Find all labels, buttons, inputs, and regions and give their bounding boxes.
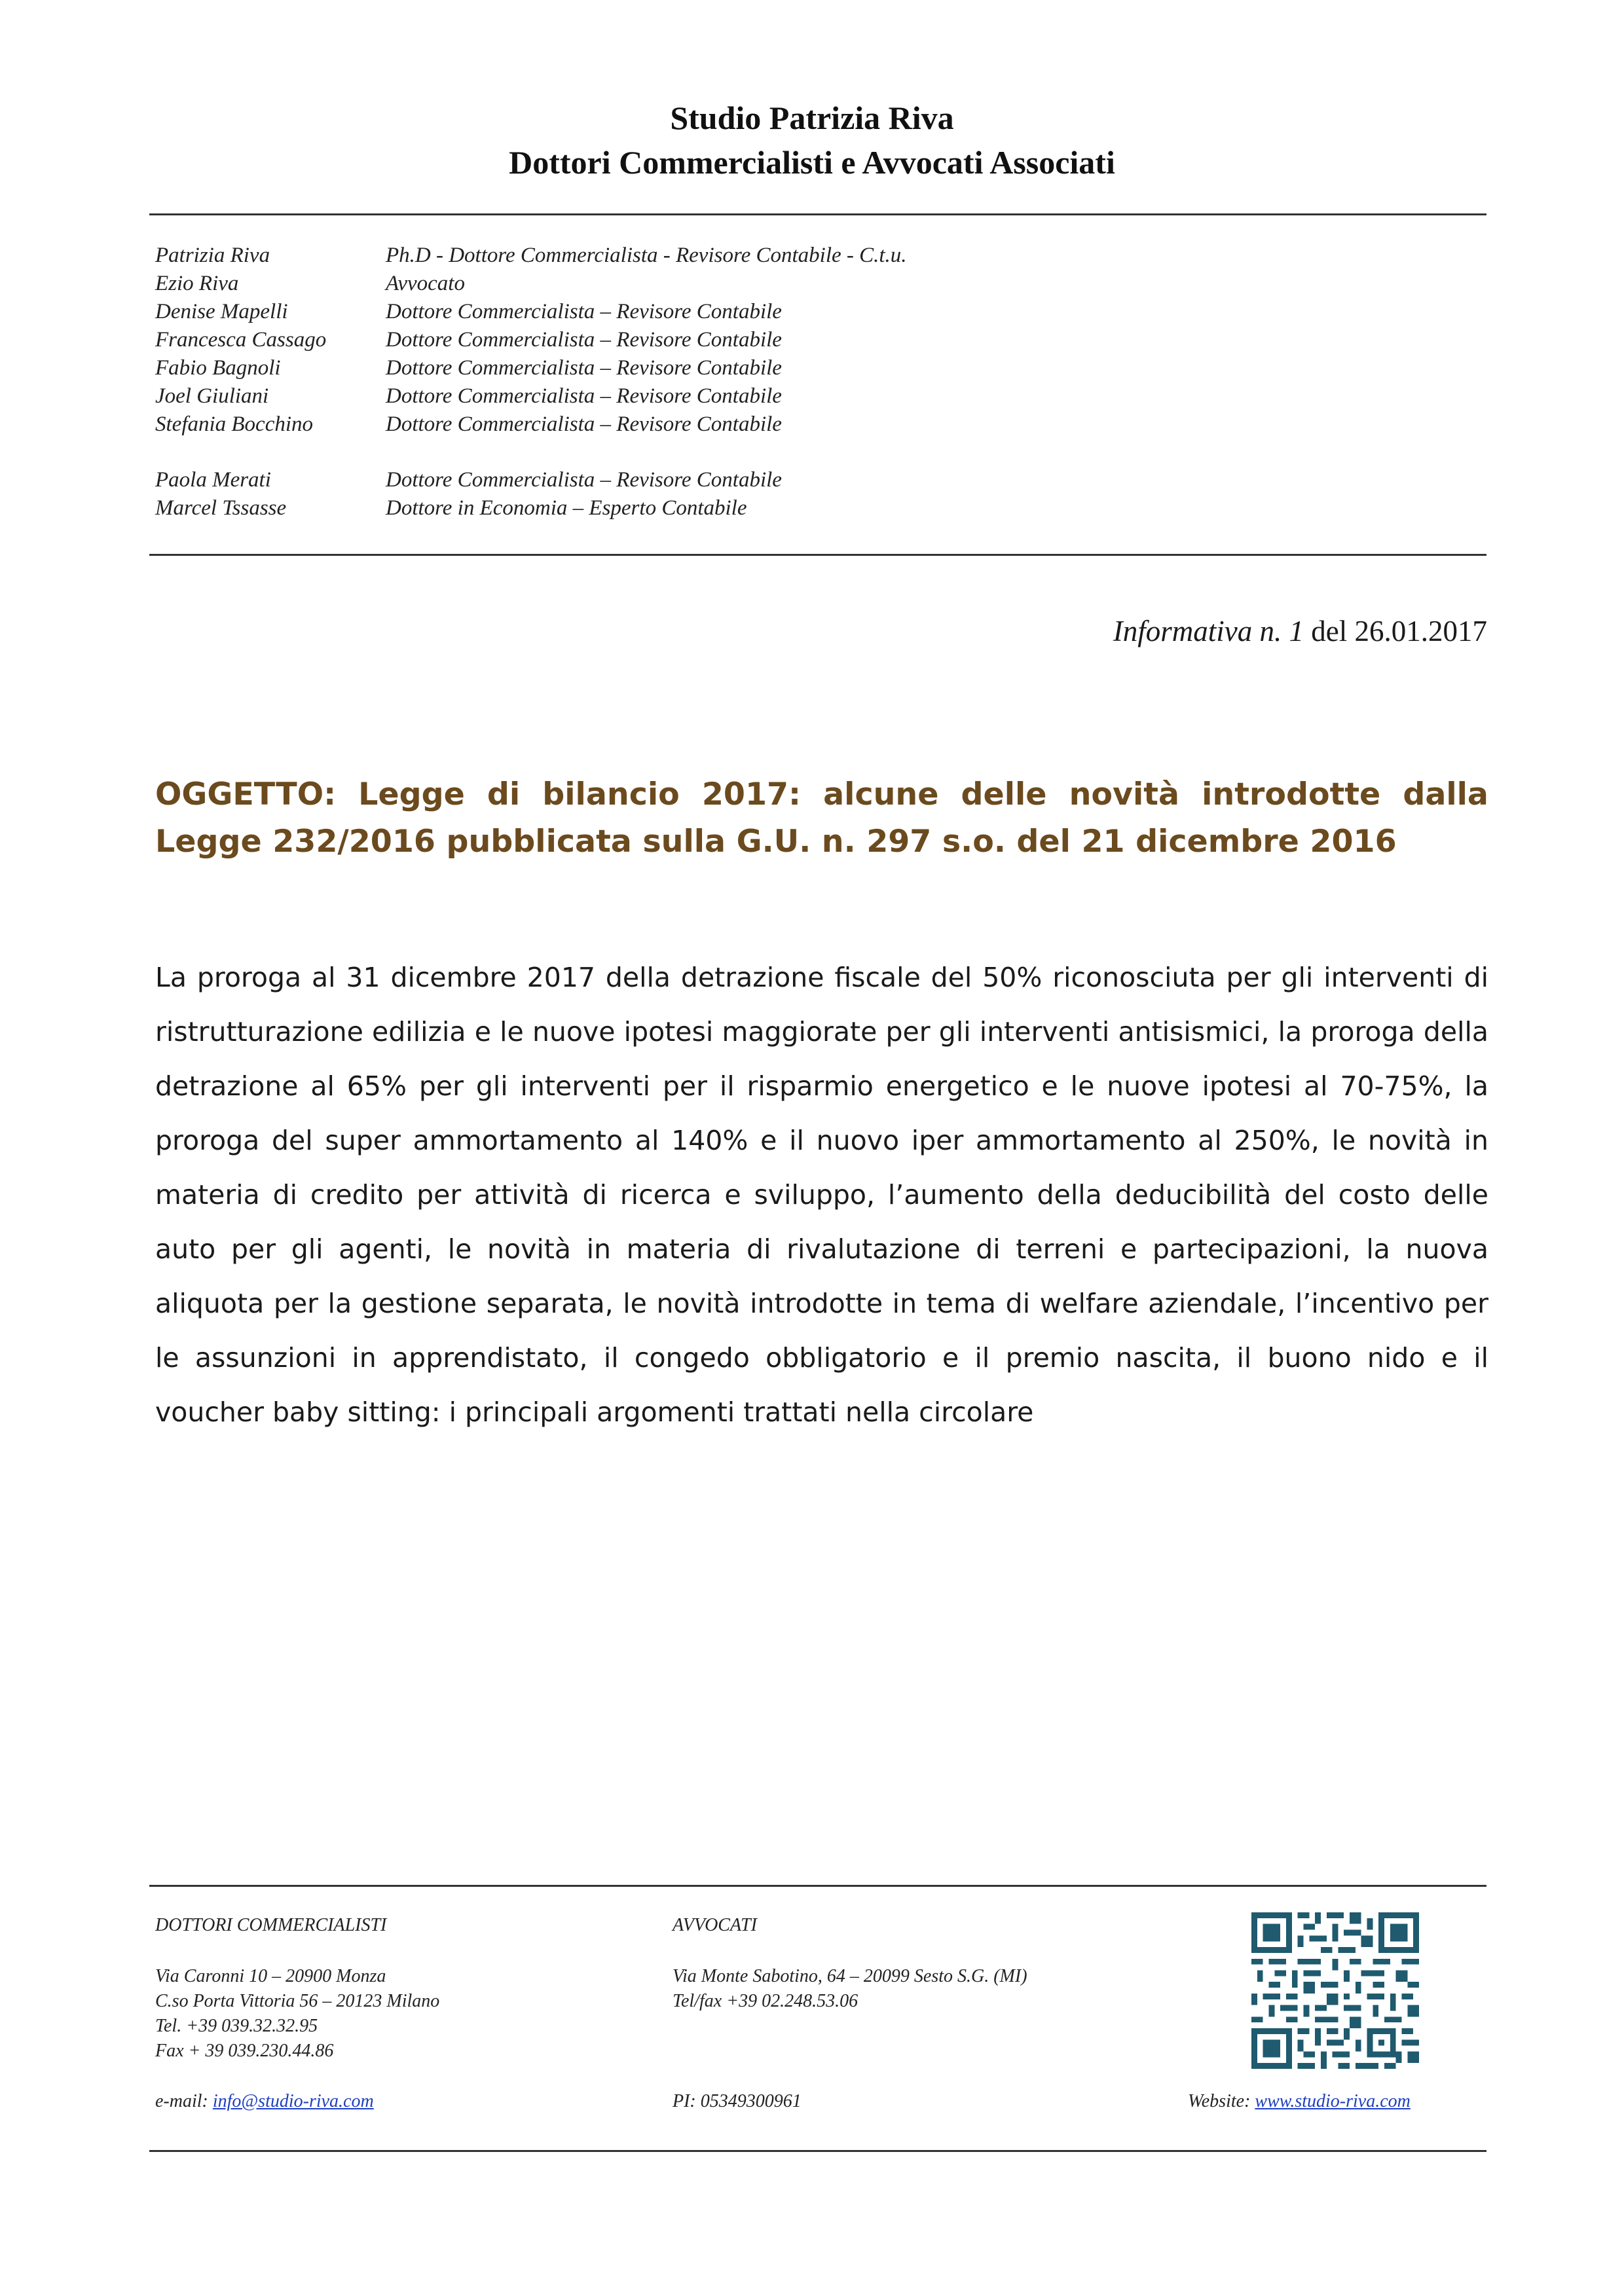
footer-address-line: C.so Porta Vittoria 56 – 20123 Milano <box>155 1991 440 2011</box>
email-label: e-mail: <box>155 2091 208 2111</box>
header-divider <box>149 213 1486 215</box>
staff-name: Fabio Bagnoli <box>155 356 281 380</box>
informativa-line <box>1113 614 1487 648</box>
qr-code-icon <box>1251 1912 1419 2069</box>
staff-role: Dottore Commercialista – Revisore Contabile <box>386 384 782 408</box>
informativa-date: del 26.01.2017 <box>1311 615 1487 647</box>
staff-role: Ph.D - Dottore Commercialista - Revisore Contabile - C.t.u. <box>386 244 907 267</box>
footer-avvocati-phone: Tel/fax +39 02.248.53.06 <box>673 1991 858 2011</box>
subject-heading: OGGETTO: Legge di bilancio 2017: alcune delle novità introdotte dalla Legge 232/2016 pubblicata sulla G.U. n. 297 s.o. del 21 dicembre 2016 <box>155 776 1488 860</box>
staff-divider <box>149 554 1486 556</box>
footer-address-line: Via Caronni 10 – 20900 Monza <box>155 1966 386 1986</box>
footer-avvocati-address: Via Monte Sabotino, 64 – 20099 Sesto S.G. (MI) <box>673 1966 1027 1986</box>
footer-website <box>1188 2091 1411 2112</box>
footer-top-divider <box>149 1885 1486 1887</box>
footer-phone: Tel. +39 039.32.32.95 <box>155 2016 318 2036</box>
staff-name: Marcel Tssasse <box>155 496 287 520</box>
footer-commercialisti-heading: DOTTORI COMMERCIALISTI <box>155 1915 387 1935</box>
staff-role: Dottore Commercialista – Revisore Contabile <box>386 468 782 492</box>
informativa-number: Informativa n. 1 <box>1113 615 1304 647</box>
staff-role: Avvocato <box>386 272 465 295</box>
staff-role: Dottore in Economia – Esperto Contabile <box>386 496 747 520</box>
footer-avvocati-heading: AVVOCATI <box>673 1915 757 1935</box>
staff-name: Denise Mapelli <box>155 300 288 323</box>
firm-name: Studio Patrizia Riva <box>670 100 954 136</box>
website-label: Website: <box>1188 2091 1251 2111</box>
staff-name: Ezio Riva <box>155 272 239 295</box>
footer-fax: Fax + 39 039.230.44.86 <box>155 2041 334 2061</box>
email-link[interactable]: info@studio-riva.com <box>212 2091 374 2111</box>
footer-email <box>155 2091 374 2112</box>
footer-bottom-divider <box>149 2150 1486 2152</box>
firm-subtitle: Dottori Commercialisti e Avvocati Associati <box>509 144 1115 181</box>
staff-name: Paola Merati <box>155 468 271 492</box>
staff-role: Dottore Commercialista – Revisore Contabile <box>386 412 782 436</box>
staff-role: Dottore Commercialista – Revisore Contabile <box>386 328 782 352</box>
footer-partita-iva: PI: 05349300961 <box>673 2091 802 2111</box>
website-link[interactable]: www.studio-riva.com <box>1255 2091 1411 2111</box>
staff-name: Francesca Cassago <box>155 328 327 352</box>
staff-role: Dottore Commercialista – Revisore Contabile <box>386 356 782 380</box>
staff-role: Dottore Commercialista – Revisore Contabile <box>386 300 782 323</box>
staff-name: Stefania Bocchino <box>155 412 314 436</box>
staff-name: Patrizia Riva <box>155 244 270 267</box>
staff-name: Joel Giuliani <box>155 384 269 408</box>
body-paragraph: La proroga al 31 dicembre 2017 della detrazione fiscale del 50% riconosciuta per gli interventi di ristrutturazione edilizia e le nuove ipotesi maggiorate per gli interventi antisismici, la proroga della detrazione al 65% per gli interventi per il risparmio energetico e le nuove ipotesi al 70-75%, la proroga del super ammortamento al 140% e il nuovo iper ammortamento al 250%, le novità in materia di credito per attività di ricerca e sviluppo, l’aumento della deducibilità del costo delle auto per gli agenti, le novità in materia di rivalutazione di terreni e partecipazioni, la nuova aliquota per la gestione separata, le novità introdotte in tema di welfare aziendale, l’incentivo per le assunzioni in apprendistato, il congedo obbligatorio e il premio nascita, il buono nido e il voucher baby sitting: i principali argomenti trattati nella circolare <box>155 962 1488 1428</box>
